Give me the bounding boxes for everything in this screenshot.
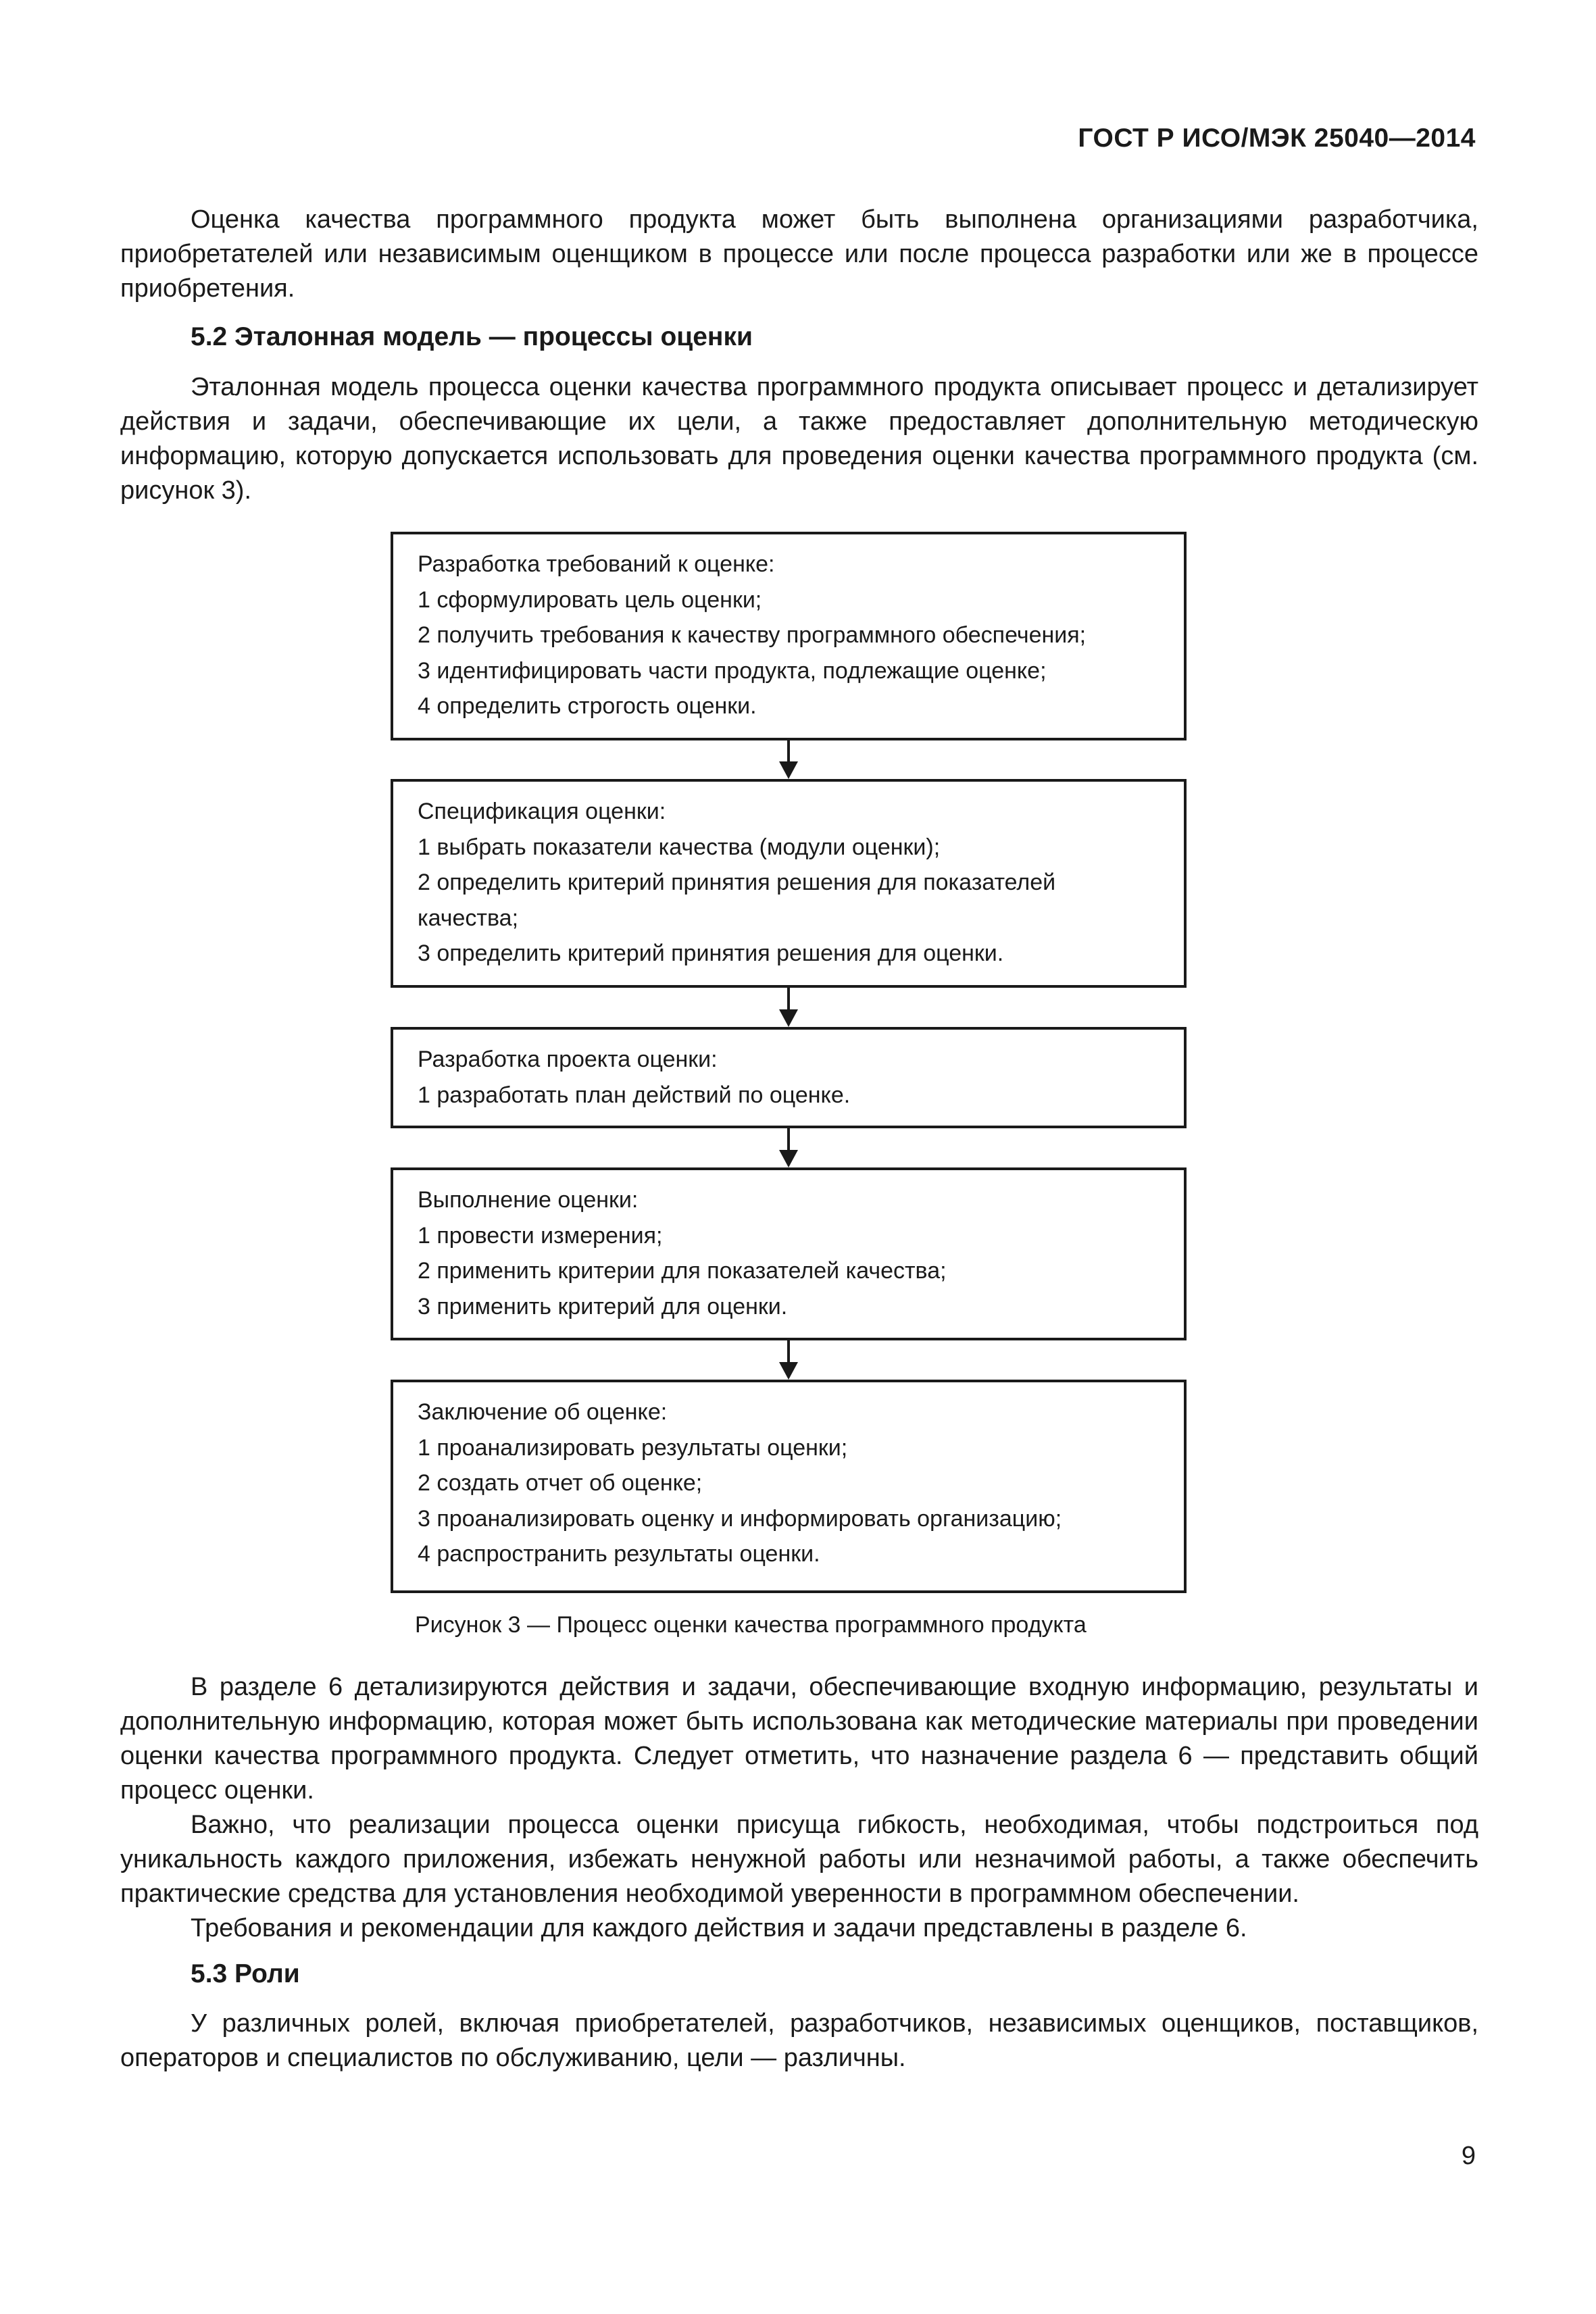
flow-box-title: Выполнение оценки: xyxy=(418,1187,639,1213)
document-number: ГОСТ Р ИСО/МЭК 25040—2014 xyxy=(1078,124,1476,153)
flow-box-line: качества; xyxy=(418,905,519,931)
flow-box-line: 3 определить критерий принятия решения для оценки. xyxy=(418,940,1004,966)
section-5-3-paragraph-block xyxy=(120,2007,1478,2076)
flow-box-line: 2 получить требования к качеству программного обеспечения; xyxy=(418,622,1087,648)
intro-paragraph-block xyxy=(120,203,1478,306)
flow-box-title: Разработка проекта оценки: xyxy=(418,1047,718,1072)
flow-box-line: 3 применить критерий для оценки. xyxy=(418,1293,788,1319)
flow-box-execution xyxy=(391,1167,1187,1340)
intro-paragraph: Оценка качества программного продукта может быть выполнена организациями разработчика, приобретателей или независимым оценщиком в процессе или после процесса разработки или же в процессе приобретения. xyxy=(120,205,1478,303)
flow-box-line: 2 определить критерий принятия решения для показателей xyxy=(418,870,1056,895)
flow-box-title: Спецификация оценки: xyxy=(418,799,666,824)
flow-box-design xyxy=(391,1027,1187,1128)
flow-box-title: Разработка требований к оценке: xyxy=(418,551,775,577)
flow-arrow-down xyxy=(786,1340,791,1380)
flow-box-line: 1 выбрать показатели качества (модули оценки); xyxy=(418,834,941,860)
section-heading-5-2: 5.2 Эталонная модель — процессы оценки xyxy=(191,322,753,351)
flow-box-line: 3 идентифицировать части продукта, подлежащие оценке; xyxy=(418,657,1047,684)
flow-box-line: 2 применить критерии для показателей качества; xyxy=(418,1258,947,1284)
page-number: 9 xyxy=(1461,2142,1476,2170)
section-heading-5-3: 5.3 Роли xyxy=(191,1959,300,1988)
body-paragraph: В разделе 6 детализируются действия и задачи, обеспечивающие входную информацию, результаты и дополнительную информацию, которая может быть использована как методические материалы при проведении оценки качества программного продукта. Следует отметить, что назначение раздела 6 — представить общий процесс оценки. xyxy=(120,1673,1478,1805)
flow-arrow-down xyxy=(786,988,791,1027)
body-paragraph: Требования и рекомендации для каждого действия и задачи представлены в разделе 6. xyxy=(191,1914,1247,1942)
flow-box-line: 4 определить строгость оценки. xyxy=(418,693,757,719)
flow-arrow-down xyxy=(786,740,791,779)
section-5-3-paragraph: У различных ролей, включая приобретателей, разработчиков, независимых оценщиков, поставщиков, операторов и специалистов по обслуживанию, цели — различны. xyxy=(120,2009,1478,2072)
flow-arrow-down xyxy=(786,1128,791,1167)
section-5-2-paragraph: Эталонная модель процесса оценки качества программного продукта описывает процесс и детализирует действия и задачи, обеспечивающие их цели, а также предоставляет дополнительную методическую информацию, которую допускается использовать для проведения оценки качества программного продукта (см. рисунок 3). xyxy=(120,373,1478,505)
flow-box-requirements xyxy=(391,532,1187,740)
flow-box-line: 4 распространить результаты оценки. xyxy=(418,1541,820,1567)
section-5-2-paragraph-block xyxy=(120,370,1478,508)
flow-box-specification xyxy=(391,779,1187,988)
flow-box-line: 1 провести измерения; xyxy=(418,1222,663,1249)
flow-box-line: 1 разработать план действий по оценке. xyxy=(418,1082,851,1108)
flow-box-line: 3 проанализировать оценку и информировать организацию; xyxy=(418,1505,1062,1532)
body-paragraphs xyxy=(120,1670,1478,1946)
flow-box-line: 1 сформулировать цель оценки; xyxy=(418,586,762,613)
body-paragraph: Важно, что реализации процесса оценки присуща гибкость, необходимая, чтобы подстроиться под уникальность каждого приложения, избежать ненужной работы или незначимой работы, а также обеспечить практические средства для установления необходимой уверенности в программном обеспечении. xyxy=(120,1811,1478,1908)
flow-box-line: 1 проанализировать результаты оценки; xyxy=(418,1434,848,1461)
flow-box-conclusion xyxy=(391,1380,1187,1593)
figure-caption: Рисунок 3 — Процесс оценки качества программного продукта xyxy=(415,1612,1087,1638)
flow-box-title: Заключение об оценке: xyxy=(418,1399,668,1425)
flow-box-line: 2 создать отчет об оценке; xyxy=(418,1470,703,1496)
